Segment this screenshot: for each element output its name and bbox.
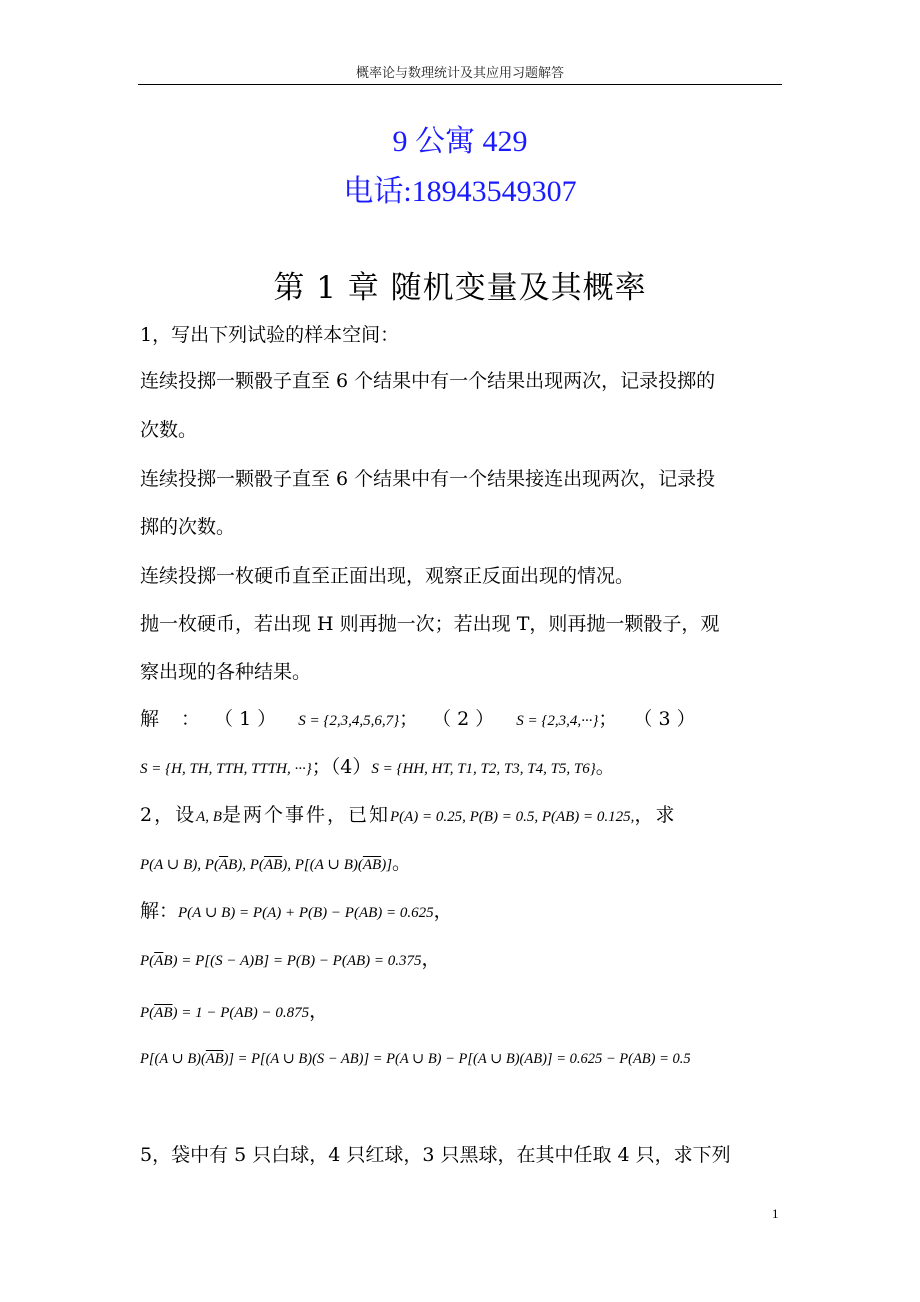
q2-text: ，求 [634, 804, 677, 826]
page-number: 1 [772, 1206, 779, 1221]
separator: ； [598, 708, 618, 730]
part-1-number: （ 1 ） [214, 708, 277, 730]
q1-item-line: 掷的次数。 [140, 516, 236, 538]
part-2-number: （ 2 ） [432, 708, 495, 730]
q1-item-line: 抛一枚硬币，若出现 H 则再抛一次；若出现 T，则再抛一颗骰子，观 [140, 613, 720, 635]
q1-item-line: 次数。 [140, 419, 198, 441]
union-formula: P(A ∪ B) = P(A) + P(B) − P(AB) = 0.625 [178, 905, 434, 921]
solution-label: 解 [140, 708, 160, 730]
q5-stem: 5，袋中有 5 只白球，4 只红球，3 只黑球，在其中任取 4 只，求下列 [140, 1144, 731, 1166]
sample-space-1: S = {2,3,4,5,6,7} [298, 713, 400, 729]
q2-solution-line-2 [140, 944, 441, 971]
separator: ； [399, 708, 419, 730]
given-probabilities: P(A) = 0.25, P(B) = 0.5, P(AB) = 0.125, [389, 809, 635, 825]
header-rule [138, 84, 782, 85]
sample-space-4: S = {HH, HT, T1, T2, T3, T4, T5, T6} [371, 761, 596, 777]
solution-colon: ： [181, 708, 201, 730]
q1-item-line: 察出现的各种结果。 [140, 661, 312, 683]
q1-item-line: 连续投掷一枚硬币直至正面出现，观察正反面出现的情况。 [140, 565, 635, 587]
part-4-number: ；（4） [311, 756, 372, 778]
q2-stem-line-2 [140, 848, 411, 875]
q2-stem-line-1 [140, 800, 676, 827]
solution-label: 解： [140, 900, 179, 922]
sample-space-2: S = {2,3,4,···} [516, 713, 599, 729]
q1-item-line: 连续投掷一颗骰子直至 6 个结果中有一个结果接连出现两次，记录投 [140, 468, 716, 490]
q2-solution-line-3 [140, 996, 328, 1023]
find-expr: P(A ∪ B), $P(\overline{A}B)$, $P(\overline{AB})$, P[(A ∪ $B)(\overline{AB})$] [140, 857, 393, 873]
q1-item-line: 连续投掷一颗骰子直至 6 个结果中有一个结果出现两次，记录投掷的 [140, 370, 716, 392]
end-mark: 。 [595, 756, 615, 778]
q2-text: 是两个事件，已知 [221, 804, 390, 826]
part-3-number: （ 3 ） [633, 708, 696, 730]
q2-text: 设 [175, 804, 197, 826]
complement-a-b-formula: $P(\overline{A}B) = P[(S - A)B] = P(B) - P(AB) = 0.375$ [140, 953, 422, 969]
room-info: 9 公寓 429 [392, 125, 528, 158]
phone-info: 电话:18943549307 [343, 175, 577, 208]
final-formula: P[(A ∪ $B)(\overline{AB})] = P[(A$ ∪ B)(S − AB)] = P(A ∪ B) − P[(A ∪ B)(AB)] = 0.625 − P(AB) = 0.5 [140, 1051, 691, 1067]
events-ab: A, B [196, 809, 222, 825]
q2-solution-line-4 [140, 1046, 691, 1068]
comma: ， [309, 1000, 329, 1022]
chapter-title: 第 1 章 随机变量及其概率 [273, 270, 647, 306]
comma: ， [433, 900, 453, 922]
end-mark: 。 [392, 852, 412, 874]
running-header: 概率论与数理统计及其应用习题解答 [355, 66, 564, 81]
sample-space-3: S = {H, TH, TTH, TTTH, ···} [140, 761, 312, 777]
q2-solution-line-1 [140, 896, 453, 923]
q1-solution-line-2 [140, 752, 615, 779]
q2-number: 2， [140, 804, 176, 826]
comma: ， [421, 948, 441, 970]
q1-solution-line-1 [140, 704, 696, 731]
q1-stem: 1，写出下列试验的样本空间： [140, 324, 400, 346]
complement-ab-formula: $P(\overline{AB}) = 1 - P(AB) - 0.875$ [140, 1005, 310, 1021]
